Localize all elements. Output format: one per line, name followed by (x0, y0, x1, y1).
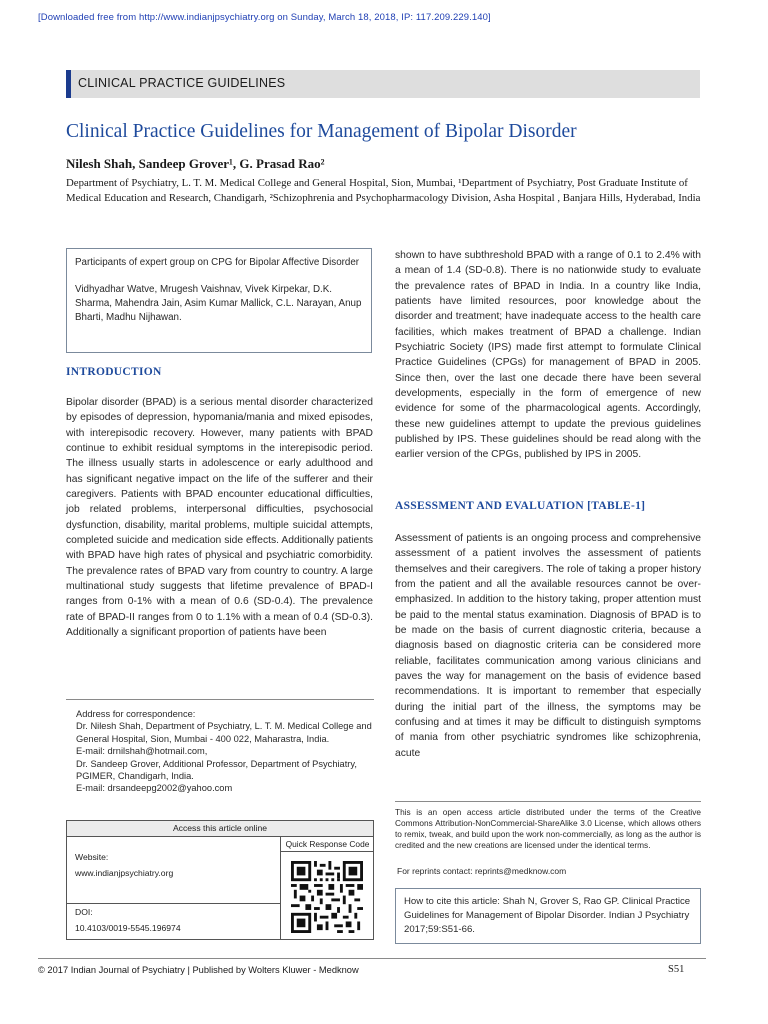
correspondence-address-2: Dr. Sandeep Grover, Additional Professor, Department of Psychiatry, PGIMER, Chandigarh, India. (76, 758, 357, 782)
footer-rule (38, 958, 706, 959)
reprints-contact[interactable]: For reprints contact: reprints@medknow.com (397, 866, 567, 876)
access-divider (67, 903, 281, 904)
access-article-box (66, 820, 374, 940)
correspondence-email-1[interactable]: E-mail: drnilshah@hotmail.com, (76, 746, 208, 757)
citation-box: How to cite this article: Shah N, Grover S, Rao GP. Clinical Practice Guidelines for Management of Bipolar Disorder. Indian J Psychiatry 2017;59:S51-66. (395, 888, 701, 944)
qr-code-icon[interactable] (291, 861, 363, 933)
qr-code-label: Quick Response Code (281, 837, 374, 852)
doi-value[interactable]: 10.4103/0019-5545.196974 (75, 923, 181, 933)
affiliation: Department of Psychiatry, L. T. M. Medical College and General Hospital, Sion, Mumbai, ¹Department of Psychiatry, Post Graduate Institute of Medical Education and Research, Chandigarh, ²Schizophrenia and Psychopharmacology Division, Asha Hospital , Banjara Hills, Hyderabad, India (66, 177, 701, 205)
download-banner: [Downloaded free from http://www.indianjpsychiatry.org on Sunday, March 18, 2018, IP: 117.209.229.140] (38, 12, 491, 23)
authors: Nilesh Shah, Sandeep Grover¹, G. Prasad Rao² (66, 156, 325, 171)
article-title: Clinical Practice Guidelines for Management of Bipolar Disorder (66, 121, 577, 142)
expert-group-intro: Participants of expert group on CPG for Bipolar Affective Disorder (75, 257, 360, 268)
website-link[interactable]: www.indianjpsychiatry.org (75, 868, 174, 878)
introduction-text-continued: shown to have subthreshold BPAD with a range of 0.1 to 2.4% with a mean of 1.4 (SD-0.8). There is no nationwide study to evaluate the prevalence rates of BPAD in India. In a country like India, patients have limited resources, poor knowledge about the disorder and treatment; have inadequate access to the health care facilities, which makes treatment of BPAD a challenge. Indian Psychiatric Society (IPS) made first attempt to formulate Clinical Practice Guidelines (CPGs) for management of BPAD in 2005. Since then, over the last one decade there have been several developments, especially in the form of emergence of new evidence for some of the pharmacological agents. Accordingly, these new guidelines attempt to update the previous guidelines published by IPS. These guidelines should be read along with the earlier version of the CPGs, published by IPS in 2005. (395, 250, 701, 461)
page-number: S51 (668, 964, 685, 975)
introduction-text: Bipolar disorder (BPAD) is a serious mental disorder characterized by episodes of depression, hypomania/mania and mixed episodes, with interepisodic recovery. However, many patients with BPAD continue to exhibit residual symptoms in the interepisodic period. The illness usually starts in adolescence or early adulthood and has significant negative impact on the life of the sufferer and their caregivers. Patients with BPAD encounter educational difficulties, job related problems, interpersonal difficulties, psychosocial dysfunction, disability, marital problems, multiple suicidal attempts, completed suicide and medication side effects. Additionally patients with BPAD have high rates of physical and psychiatric comorbidity. The prevalence rates of BPAD vary from country to country. A large multinational study suggests that lifetime prevalence of BPAD-I ranges from 0-1% with a mean of 0.6 (SD-0.4). The prevalence rate of BPAD-II ranges from 0 to 1.1% with a mean of 0.4 (SD-0.3). Additionally a significant proportion of patients have been (66, 397, 373, 639)
license-rule (395, 801, 701, 802)
doi-label: DOI: (75, 907, 93, 917)
expert-group-names: Vidhyadhar Watve, Mrugesh Vaishnav, Vivek Kirpekar, D.K. Sharma, Mahendra Jain, Asim Kumar Mallick, C.L. Narayan, Anup Bharti, Madhu Nijhawan. (75, 284, 362, 323)
access-info (67, 837, 281, 940)
footer-copyright: © 2017 Indian Journal of Psychiatry | Published by Wolters Kluwer - Medknow (38, 965, 359, 975)
assessment-heading: ASSESSMENT AND EVALUATION [TABLE-1] (395, 500, 646, 512)
section-label: CLINICAL PRACTICE GUIDELINES (78, 76, 286, 90)
section-accent (66, 70, 71, 98)
correspondence-address-1: Dr. Nilesh Shah, Department of Psychiatry, L. T. M. Medical College and General Hospital, Sion, Mumbai - 400 022, Maharastra, India. (76, 721, 372, 744)
introduction-heading: INTRODUCTION (66, 366, 162, 378)
correspondence-rule (66, 699, 374, 700)
access-header: Access this article online (67, 821, 373, 837)
expert-group-box (66, 248, 372, 353)
correspondence-email-2[interactable]: E-mail: drsandeepg2002@yahoo.com (76, 783, 233, 794)
license-text: This is an open access article distributed under the terms of the Creative Commons Attribution-NonCommercial-ShareAlike 3.0 License, which allows others to remix, tweak, and build upon the work non-commercially, as long as the author is credited and the new creations are licensed under the identical terms. (395, 807, 701, 851)
correspondence-label: Address for correspondence: (76, 709, 196, 719)
website-label: Website: (75, 852, 109, 862)
section-header-bar (66, 70, 700, 98)
correspondence-block (76, 708, 376, 795)
assessment-text: Assessment of patients is an ongoing process and comprehensive assessment of a patient involves the assessment of patients themselves and their caregivers. The role of taking a proper history from the patient and all the available resources cannot be over-emphasized. In addition to the history taking, proper attention must be paid to the mental status examination. Diagnosis of BPAD is to be made on the basis of current diagnostic criteria, because a diagnosis based on diagnostic criteria can be considered more reliable, facilitates communication among various clinicians and paves the way for management on the basis of evidence based recommendations. It is important to remember that especially during the initial part of the illness, the symptoms may be confusing and at times it may be difficult to distinguish symptoms of mania from other psychiatric syndromes like schizophrenia, acute (395, 533, 701, 759)
